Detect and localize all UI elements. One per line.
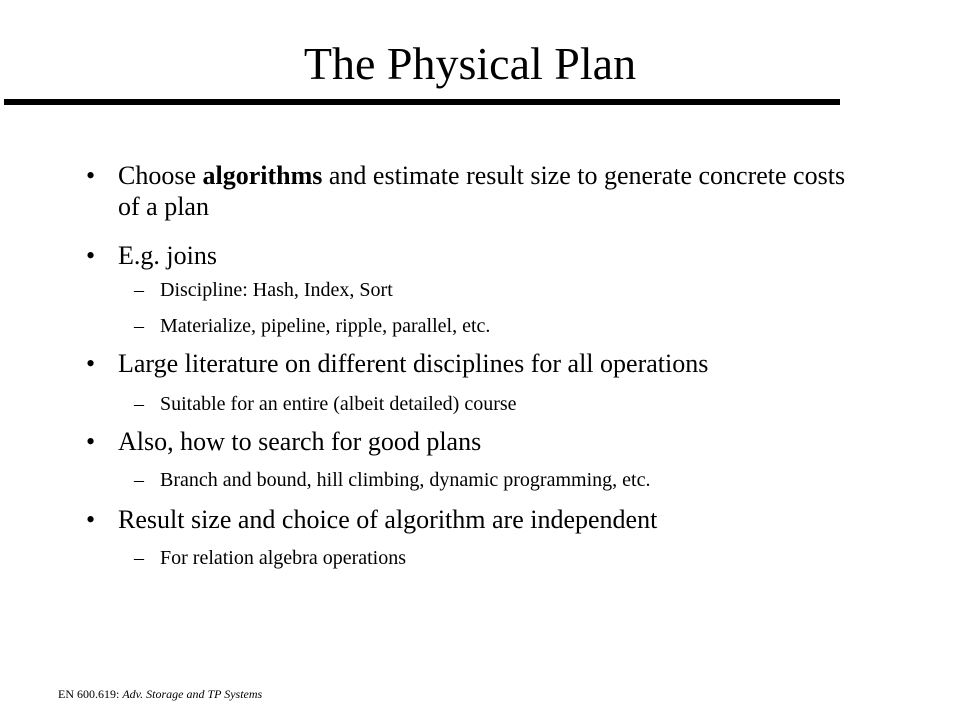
bullet-marker: • — [86, 161, 96, 190]
footer-course-id: EN 600.619: — [58, 687, 123, 701]
bullet-text: Large literature on different disciplines for all operations — [118, 349, 709, 378]
sub-bullet-marker: – — [134, 393, 144, 415]
sub-bullet-marker: – — [134, 315, 144, 337]
sub-bullet-marker: – — [134, 279, 144, 301]
bullet-text: Also, how to search for good plans — [118, 427, 482, 456]
title-underline — [4, 99, 840, 105]
bullet-text-emphasis: algorithms — [202, 161, 323, 190]
bullet-text: E.g. joins — [118, 241, 217, 270]
slide-title: The Physical Plan — [303, 38, 637, 89]
bullet-item — [86, 426, 858, 457]
sub-bullet-item — [134, 314, 860, 338]
bullet-text-lead: Choose — [118, 161, 203, 190]
bullet-text-rest: and estimate result size to generate concrete costs of a plan — [118, 161, 846, 221]
sub-bullet-text: Suitable for an entire (albeit detailed) course — [160, 393, 517, 415]
bullet-marker: • — [86, 505, 96, 534]
bullet-item — [86, 160, 858, 222]
bullet-item — [86, 240, 858, 271]
sub-bullet-marker: – — [134, 469, 144, 491]
bullet-marker: • — [86, 427, 96, 456]
slide-footer — [58, 687, 262, 701]
sub-bullet-text: Materialize, pipeline, ripple, parallel, etc. — [160, 315, 491, 337]
sub-bullet-text: Discipline: Hash, Index, Sort — [160, 279, 393, 301]
sub-bullet-item — [134, 392, 860, 416]
bullet-text: Result size and choice of algorithm are independent — [118, 505, 658, 534]
bullet-item — [86, 504, 858, 535]
footer-course-name: Adv. Storage and TP Systems — [122, 687, 263, 701]
sub-bullet-item — [134, 278, 860, 302]
bullet-marker: • — [86, 241, 96, 270]
sub-bullet-marker: – — [134, 547, 144, 569]
bullet-item — [86, 348, 858, 379]
sub-bullet-text: For relation algebra operations — [160, 547, 407, 569]
bullet-marker: • — [86, 349, 96, 378]
sub-bullet-item — [134, 468, 860, 492]
sub-bullet-text: Branch and bound, hill climbing, dynamic programming, etc. — [160, 469, 651, 491]
sub-bullet-item — [134, 546, 860, 570]
